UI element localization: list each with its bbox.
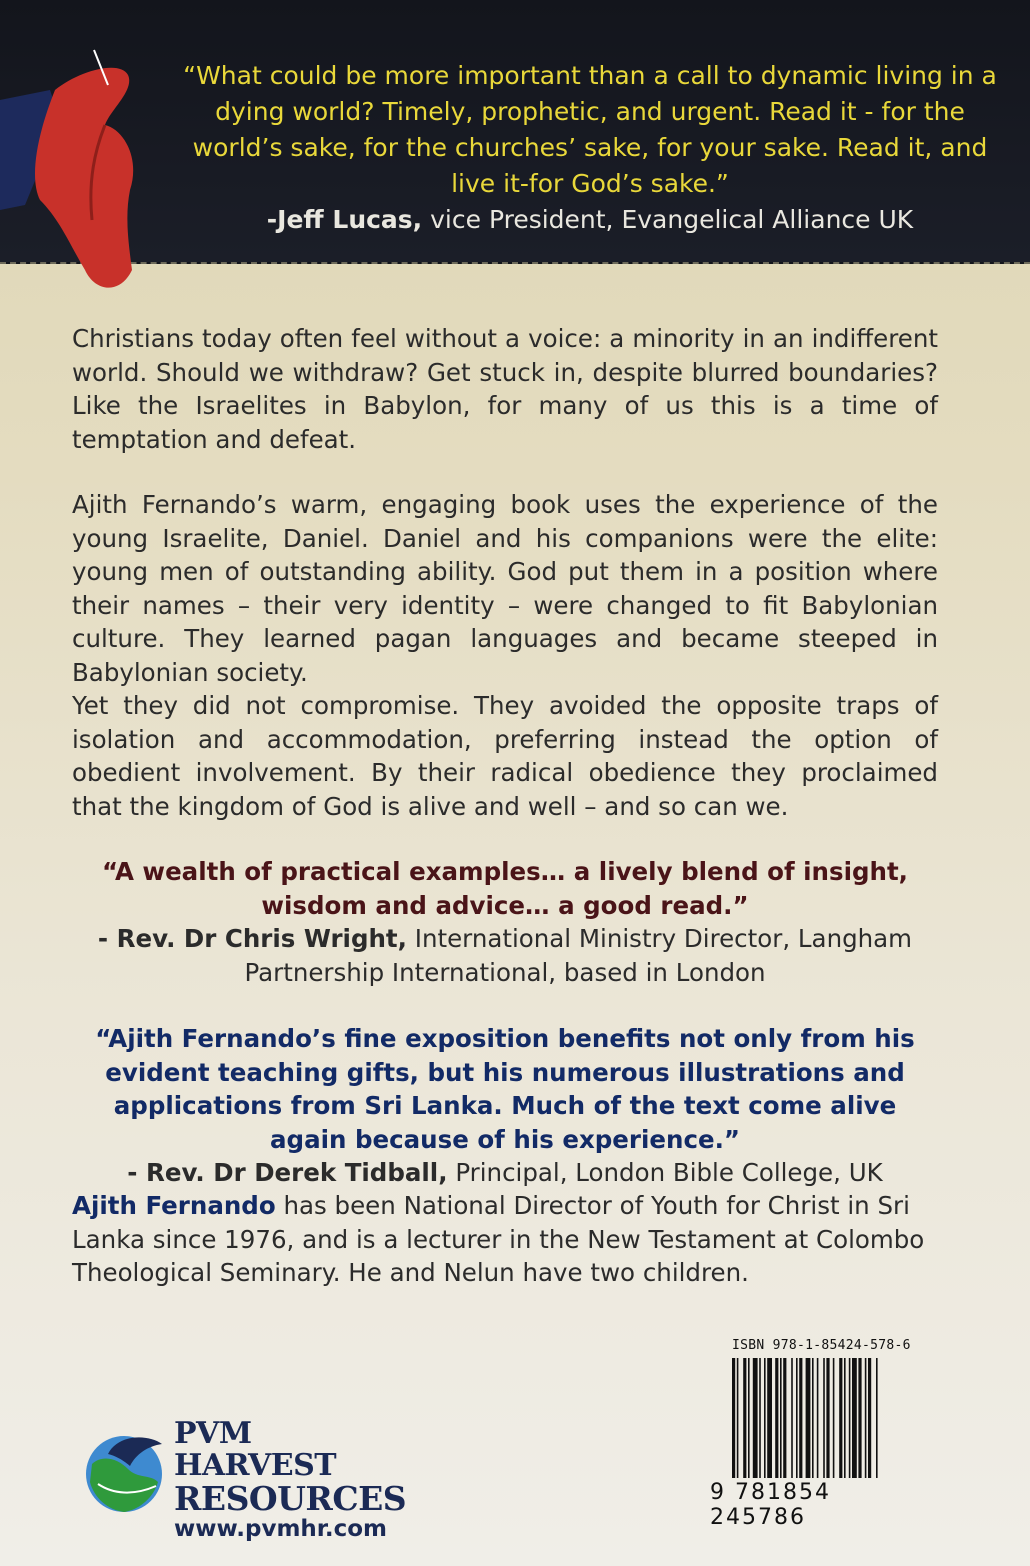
body-paragraph-2: Ajith Fernando’s warm, engaging book uses the experience of the young Israelite, Daniel. Daniel and his companions were the elite: young men of outstanding ability. God put them in a position where their names – their very identity – were changed to fit Babylonian culture. They learned pagan languages and became steeped in Babylonian society. — [72, 490, 938, 687]
top-quote-author: -Jeff Lucas, — [266, 205, 423, 234]
publisher-line-1: PVM HARVEST — [174, 1416, 337, 1483]
publisher-url: www.pvmhr.com — [174, 1516, 388, 1542]
top-quote-role: vice President, Evangelical Alliance UK — [422, 205, 914, 234]
publisher-name — [174, 1418, 406, 1542]
endorsement-tidball-author: - Rev. Dr Derek Tidball, — [127, 1158, 448, 1187]
endorsement-wright-author: - Rev. Dr Chris Wright, — [97, 924, 407, 953]
body-paragraph-1: Christians today often feel without a voice: a minority in an indifferent world. Should we withdraw? Get stuck in, despite blurred boundaries? Like the Israelites in Babylon, for many of us this is a time of temptation and defeat. — [72, 324, 938, 454]
author-bio-name: Ajith Fernando — [72, 1191, 276, 1220]
endorsement-wright-quote: “A wealth of practical examples… a lively blend of insight, wisdom and advice… a good read.” — [102, 857, 908, 920]
endorsement-tidball-quote: “Ajith Fernando’s fine exposition benefits not only from his evident teaching gifts, but his numerous illustrations and applications from Sri Lanka. Much of the text come alive again because of his experience.” — [95, 1024, 915, 1154]
publisher-line-2: RESOURCES — [174, 1479, 407, 1518]
endorsement-wright-attribution — [98, 924, 912, 987]
publisher-logo — [78, 1416, 407, 1542]
isbn-label: ISBN 978-1-85424-578-6 — [732, 1338, 911, 1353]
top-quote-text: “What could be more important than a call to dynamic living in a dying world? Timely, prophetic, and urgent. Read it - for the world’s sake, for the churches’ sake, for your sake. Read it, and live it-for God’s sake.” — [183, 61, 997, 198]
endorsement-tidball-attribution — [127, 1158, 882, 1187]
isbn-barcode — [710, 1330, 932, 1530]
handshake-hand-icon — [0, 30, 150, 300]
author-bio-text: has been National Director of Youth for Christ in Sri Lanka since 1976, and is a lecturer in the New Testament at Colombo Theological Seminary. He and Nelun have two children. — [72, 1191, 925, 1287]
endorsement-tidball — [72, 1022, 938, 1190]
body-paragraph-3: Yet they did not compromise. They avoided the opposite traps of isolation and accommodation, preferring instead the option of obedient involvement. By their radical obedience they proclaimed that the kingdom of God is alive and well – and so can we. — [72, 691, 938, 821]
top-quote-band — [0, 0, 1030, 264]
endorsement-tidball-role: Principal, London Bible College, UK — [447, 1158, 883, 1187]
top-quote-attribution — [170, 202, 1010, 238]
endorsement-wright-role: International Ministry Director, Langham Partnership International, based in London — [244, 924, 913, 987]
author-bio — [72, 1189, 938, 1290]
barcode-number: 9 781854 245786 — [710, 1480, 831, 1530]
endorsement-wright — [72, 855, 938, 989]
globe-bird-logo-icon — [78, 1424, 170, 1516]
